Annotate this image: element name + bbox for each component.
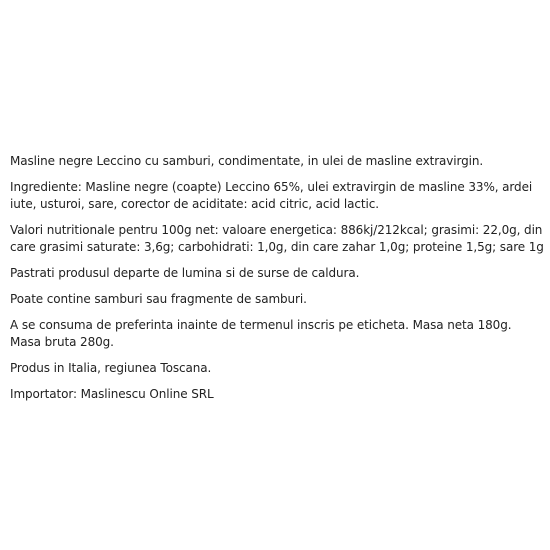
importer-paragraph: Importator: Maslinescu Online SRL xyxy=(10,387,214,401)
nutrition-paragraph: Valori nutritionale pentru 100g net: valoare energetica: 886kj/212kcal; grasimi: 22,0g, din care grasimi saturate: 3,6g; carbohidrati: 1,0g, din care zahar 1,0g; proteine 1,5g; sare 1g xyxy=(10,223,544,254)
warning-paragraph: Poate contine samburi sau fragmente de samburi. xyxy=(10,292,307,306)
expiry-mass-paragraph: A se consuma de preferinta inainte de termenul inscris pe eticheta. Masa neta 180g. Masa bruta 280g. xyxy=(10,318,512,349)
storage-paragraph: Pastrati produsul departe de lumina si de surse de caldura. xyxy=(10,266,360,280)
ingredients-paragraph: Ingrediente: Masline negre (coapte) Leccino 65%, ulei extravirgin de masline 33%, ardei iute, usturoi, sare, corector de aciditate: acid citric, acid lactic. xyxy=(10,180,533,211)
product-name-paragraph: Masline negre Leccino cu samburi, condimentate, in ulei de masline extravirgin. xyxy=(10,154,484,168)
product-description xyxy=(10,153,546,412)
origin-paragraph: Produs in Italia, regiunea Toscana. xyxy=(10,361,212,375)
